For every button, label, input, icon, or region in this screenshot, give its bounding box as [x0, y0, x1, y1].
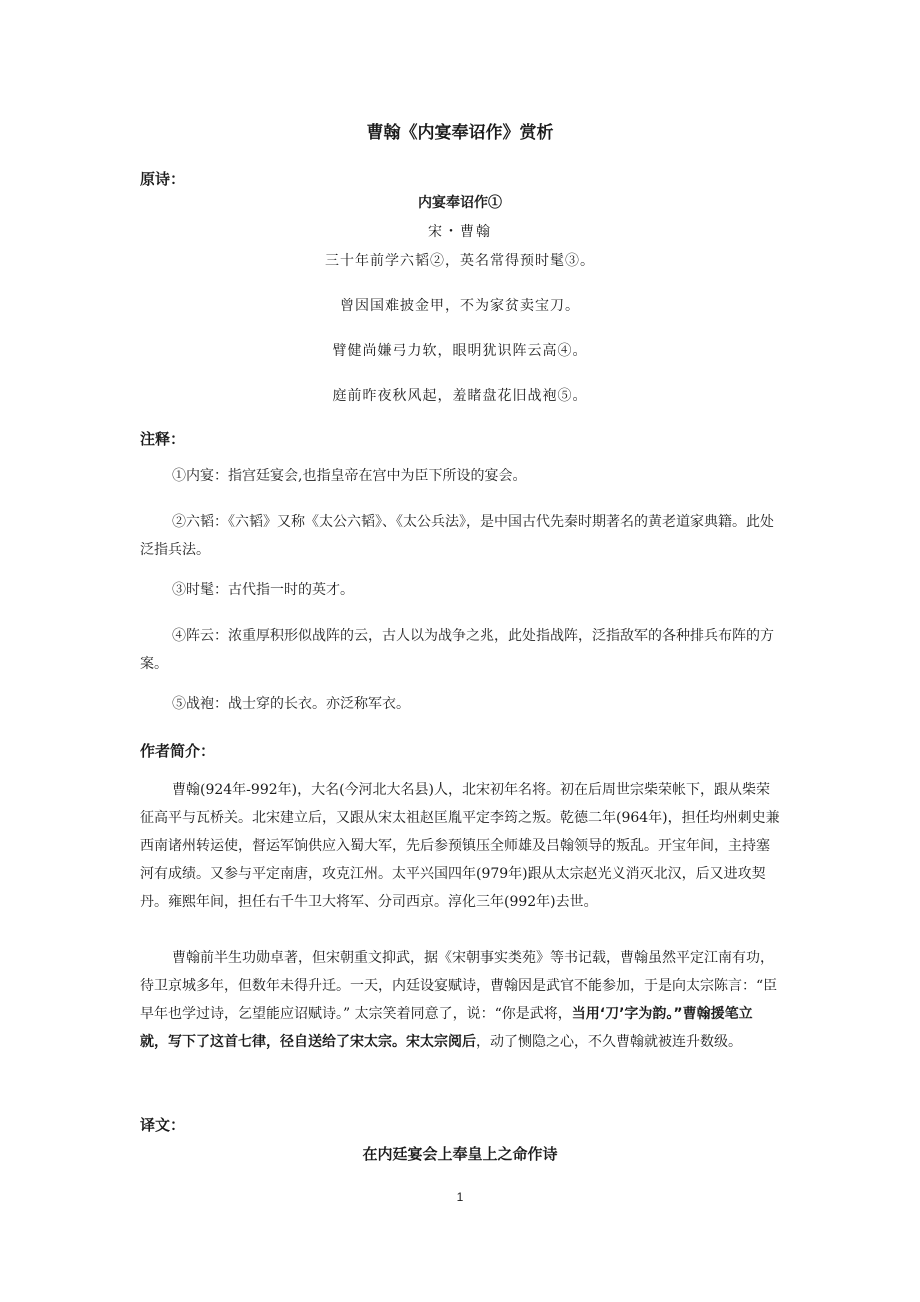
poem-line: 庭前昨夜秋风起，羞睹盘花旧战袍⑤。: [332, 388, 588, 404]
poem-title: 内宴奉诏作①: [418, 195, 502, 211]
note-item: ④阵云：浓重厚积形似战阵的云，古人以为战争之兆，此处指战阵，泛指敌军的各种排兵布阵的方案。: [140, 628, 774, 672]
translation-title: 在内廷宴会上奉皇上之命作诗: [362, 1145, 558, 1163]
poem-author: 宋・曹翰: [428, 224, 492, 240]
note-item: ⑤战袍：战士穿的长衣。亦泛称军衣。: [172, 696, 410, 712]
section-heading-original: 原诗：: [140, 170, 186, 188]
poem-line: 曾因国难披金甲，不为家贫卖宝刀。: [340, 298, 580, 314]
section-heading-author: 作者简介：: [140, 742, 216, 760]
bio-paragraph-2-text: 曹翰前半生功勋卓著，但宋朝重文抑武，据《宋朝事实类苑》等书记载，曹翰虽然平定江南有功，待卫京城多年，但数年未得升迁。一天，内廷设宴赋诗，曹翰因是武官不能参加，于是向太宗陈言：“臣早年也学过诗，乞望能应诏赋诗。” 太宗笑着同意了，说：“你是武将，: [140, 950, 778, 1022]
note-item: ①内宴：指宫廷宴会,也指皇帝在宫中为臣下所设的宴会。: [172, 468, 527, 484]
poem-line: 三十年前学六韬②，英名常得预时髦③。: [325, 253, 595, 269]
note-item: ③时髦：古代指一时的英才。: [172, 582, 354, 598]
document-title: 曹翰《内宴奉诏作》赏析: [366, 123, 554, 143]
page-number: 1: [456, 1190, 464, 1204]
note-item: ②六韬：《六韬》又称《太公六韬》、《太公兵法》，是中国古代先秦时期著名的黄老道家典籍。此处泛指兵法。: [140, 514, 774, 558]
section-heading-notes: 注释：: [140, 430, 186, 448]
bio-paragraph-1: 曹翰(924年-992年)，大名(今河北大名县)人，北宋初年名将。初在后周世宗柴荣帐下，跟从柴荣征高平与瓦桥关。北宋建立后，又跟从宋太祖赵匡胤平定李筠之叛。乾德二年(964年)，担任均州刺史兼西南诸州转运使，督运军饷供应入蜀大军，先后参预镇压全师雄及吕翰领导的叛乱。开宝年间，主持塞河有成绩。又参与平定南唐，攻克江州。太平兴国四年(979年)跟从太宗赵光义消灭北汉，后又进攻契丹。雍熙年间，担任右千牛卫大将军、分司西京。淳化三年(992年)去世。: [140, 782, 780, 910]
bio-paragraph-2-bold: 当用‘刀’字为韵。”曹翰援笔立就，写下了这首七律，径自送给了宋太宗。宋太宗阅后: [140, 1006, 753, 1050]
section-heading-translation: 译文：: [140, 1116, 186, 1134]
bio-paragraph-2: [140, 944, 780, 1056]
poem-line: 臂健尚嫌弓力软，眼明犹识阵云高④。: [332, 343, 588, 359]
bio-paragraph-2-tail: ，动了恻隐之心，不久曹翰就被连升数级。: [476, 1034, 742, 1050]
